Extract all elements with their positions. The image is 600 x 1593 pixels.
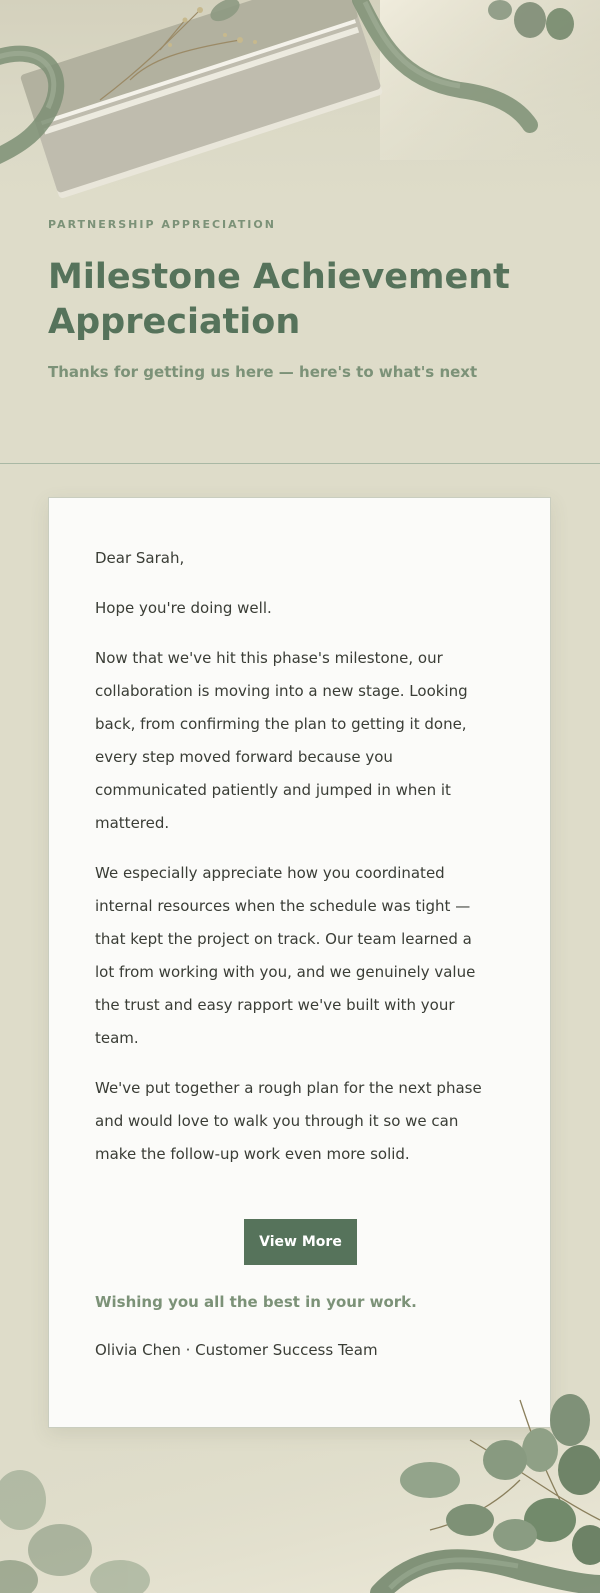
subtitle: Thanks for getting us here — here's to what's next xyxy=(48,363,478,381)
eucalyptus-illustration xyxy=(0,1380,600,1593)
footer-decoration xyxy=(0,1380,600,1593)
email-header xyxy=(48,218,568,381)
hero-decoration xyxy=(0,0,600,200)
view-more-button[interactable]: View More xyxy=(244,1219,357,1265)
greeting: Dear Sarah, xyxy=(95,549,185,567)
letter-body xyxy=(95,542,495,1188)
signature: Olivia Chen · Customer Success Team xyxy=(95,1341,378,1359)
cta-container xyxy=(49,1219,552,1265)
paragraph-milestone: Now that we've hit this phase's milestone, our collaboration is moving into a new stage. Looking back, from confirming the plan to getting it done, every step moved forward because you communicated patiently and jumped in when it mattered. xyxy=(95,649,468,832)
header-divider xyxy=(0,463,600,464)
closing-line: Wishing you all the best in your work. xyxy=(95,1293,417,1311)
book-icon xyxy=(20,0,384,199)
page-title xyxy=(48,255,568,345)
paragraph-next-phase: We've put together a rough plan for the next phase and would love to walk you through it so we can make the follow-up work even more solid. xyxy=(95,1079,482,1163)
opening-line: Hope you're doing well. xyxy=(95,599,272,617)
book-and-ribbon-illustration xyxy=(0,0,600,200)
letter-card xyxy=(48,497,551,1428)
title-line-2: Appreciation xyxy=(48,302,301,342)
eyebrow-label: PARTNERSHIP APPRECIATION xyxy=(48,218,276,231)
title-line-1: Milestone Achievement xyxy=(48,257,510,297)
paragraph-appreciation: We especially appreciate how you coordinated internal resources when the schedule was tight — that kept the project on track. Our team learned a lot from working with you, and we genuinely value the trust and easy rapport we've built with your team. xyxy=(95,864,476,1047)
